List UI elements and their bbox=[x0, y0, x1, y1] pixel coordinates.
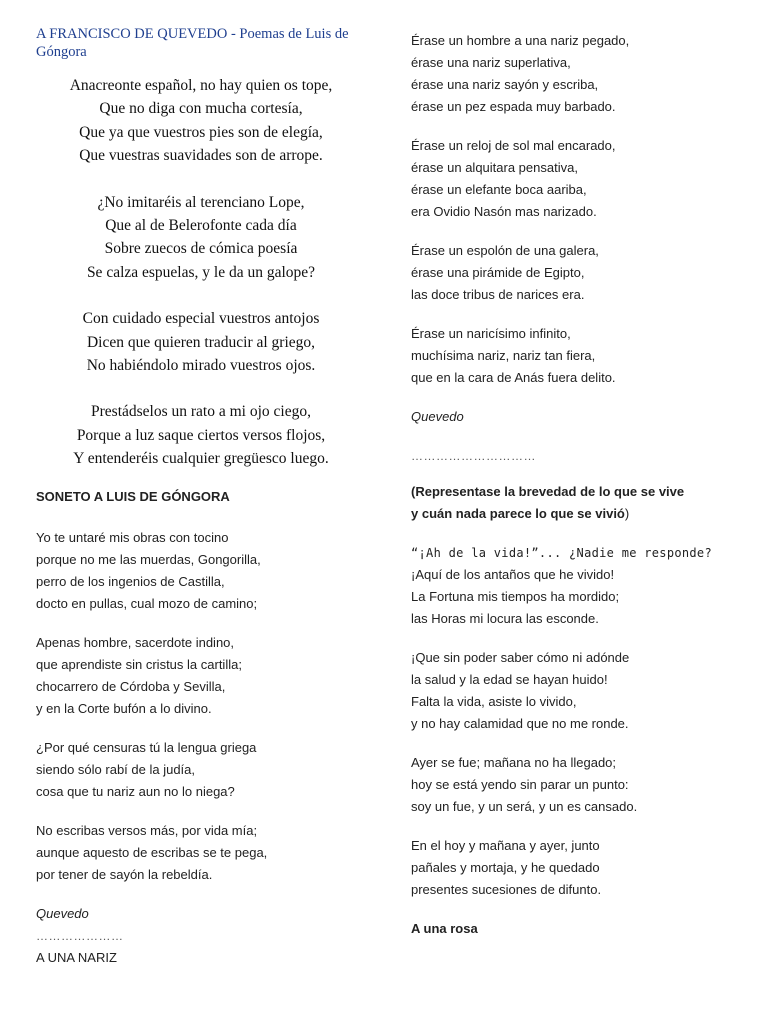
verse-line: perro de los ingenios de Castilla, bbox=[36, 574, 225, 589]
verse-line: Se calza espuelas, y le da un galope? bbox=[86, 263, 316, 281]
soneto-heading: SONETO A LUIS DE GÓNGORA bbox=[36, 489, 230, 504]
separator-dots: ………………… bbox=[36, 929, 124, 943]
verse-line: érase una nariz superlativa, bbox=[411, 55, 571, 70]
verse-line: Érase un hombre a una nariz pegado, bbox=[411, 33, 630, 48]
sans-stanza bbox=[411, 647, 712, 735]
verse-line: Que vuestras suavidades son de arrope. bbox=[79, 147, 323, 165]
heading-line-close: ) bbox=[624, 506, 630, 521]
verse-line: por tener de sayón la rebeldía. bbox=[36, 867, 213, 882]
verse-line: pañales y mortaja, y he quedado bbox=[411, 860, 600, 875]
heading-line bbox=[411, 503, 712, 525]
verse-line: ¿No imitaréis al terenciano Lope, bbox=[97, 193, 305, 211]
verse-line: En el hoy y mañana y ayer, junto bbox=[411, 838, 600, 853]
sans-stanza bbox=[411, 135, 629, 223]
sans-stanza bbox=[36, 527, 267, 615]
verse-line: ¿Por qué censuras tú la lengua griega bbox=[36, 740, 257, 755]
verse-line: No habiéndolo mirado vuestros ojos. bbox=[86, 357, 316, 375]
heading-line-bold: y cuán nada parece lo que se vivió bbox=[411, 506, 625, 521]
verse-line: ¡Que sin poder saber cómo ni adónde bbox=[411, 650, 630, 665]
serif-stanza bbox=[36, 400, 366, 470]
page-title-link[interactable]: A FRANCISCO DE QUEVEDO - Poemas de Luis de Góngora bbox=[36, 26, 349, 60]
sans-stanza bbox=[411, 240, 629, 306]
verse-line-first: “¡Ah de la vida!”... ¿Nadie me responde? bbox=[411, 546, 712, 560]
serif-stanza bbox=[36, 307, 366, 377]
quevedo-serif-poem bbox=[36, 74, 366, 494]
verse-line: Que ya que vuestros pies son de elegía, bbox=[79, 123, 323, 141]
verse-line: y no hay calamidad que no me ronde. bbox=[411, 716, 629, 731]
verse-line: Érase un naricísimo infinito, bbox=[411, 326, 571, 341]
verse-line: Ayer se fue; mañana no ha llegado; bbox=[411, 755, 617, 770]
verse-line: Yo te untaré mis obras con tocino bbox=[36, 530, 229, 545]
nariz-poem bbox=[411, 30, 629, 467]
verse-line: Sobre zuecos de cómica poesía bbox=[104, 240, 298, 258]
sans-stanza bbox=[36, 737, 267, 803]
verse-line: ¡Aquí de los antaños que he vivido! bbox=[411, 567, 615, 582]
verse-line: docto en pullas, cual mozo de camino; bbox=[36, 596, 258, 611]
verse-line: érase un pez espada muy barbado. bbox=[411, 99, 616, 114]
verse-line: que en la cara de Anás fuera delito. bbox=[411, 370, 616, 385]
verse-line: érase una nariz sayón y escriba, bbox=[411, 77, 599, 92]
brevedad-poem bbox=[411, 481, 712, 940]
verse-line: y en la Corte bufón a lo divino. bbox=[36, 701, 212, 716]
separator-dots: ………………………… bbox=[411, 449, 536, 463]
verse-line: las Horas mi locura las esconde. bbox=[411, 611, 599, 626]
verse-line: hoy se está yendo sin parar un punto: bbox=[411, 777, 629, 792]
author-signature: Quevedo bbox=[411, 409, 464, 424]
verse-line: Que al de Belerofonte cada día bbox=[105, 217, 297, 235]
verse-line: érase un elefante boca aariba, bbox=[411, 182, 587, 197]
verse-line: chocarrero de Córdoba y Sevilla, bbox=[36, 679, 226, 694]
brevedad-heading bbox=[411, 481, 712, 525]
verse-line: érase una pirámide de Egipto, bbox=[411, 265, 585, 280]
serif-stanza bbox=[36, 74, 366, 168]
soneto-poem bbox=[36, 527, 267, 969]
sans-stanza bbox=[36, 632, 267, 720]
verse-line: Que no diga con mucha cortesía, bbox=[99, 100, 303, 118]
verse-line: presentes sucesiones de difunto. bbox=[411, 882, 602, 897]
verse-line: Érase un reloj de sol mal encarado, bbox=[411, 138, 616, 153]
nariz-heading: A UNA NARIZ bbox=[36, 950, 117, 965]
verse-line: porque no me las muerdas, Gongorilla, bbox=[36, 552, 261, 567]
verse-line: Falta la vida, asiste lo vivido, bbox=[411, 694, 577, 709]
verse-line: Con cuidado especial vuestros antojos bbox=[82, 310, 320, 328]
verse-line: La Fortuna mis tiempos ha mordido; bbox=[411, 589, 620, 604]
serif-stanza bbox=[36, 191, 366, 285]
verse-line: No escribas versos más, por vida mía; bbox=[36, 823, 258, 838]
verse-line: las doce tribus de narices era. bbox=[411, 287, 585, 302]
verse-line: Anacreonte español, no hay quien os tope, bbox=[69, 77, 333, 94]
verse-line: Apenas hombre, sacerdote indino, bbox=[36, 635, 235, 650]
verse-line: érase un alquitara pensativa, bbox=[411, 160, 578, 175]
sans-stanza bbox=[411, 752, 712, 818]
sans-stanza bbox=[411, 542, 712, 630]
sans-stanza bbox=[411, 30, 629, 118]
verse-line: siendo sólo rabí de la judía, bbox=[36, 762, 195, 777]
verse-line: Érase un espolón de una galera, bbox=[411, 243, 599, 258]
verse-line: Porque a luz saque ciertos versos flojos, bbox=[76, 426, 326, 444]
verse-line: que aprendiste sin cristus la cartilla; bbox=[36, 657, 242, 672]
verse-line: muchísima nariz, nariz tan fiera, bbox=[411, 348, 596, 363]
verse-line: era Ovidio Nasón mas narizado. bbox=[411, 204, 597, 219]
sans-stanza bbox=[411, 835, 712, 901]
verse-line: la salud y la edad se hayan huido! bbox=[411, 672, 608, 687]
author-signature: Quevedo bbox=[36, 906, 89, 921]
heading-line: (Representase la brevedad de lo que se vive bbox=[411, 484, 685, 499]
verse-line: aunque aquesto de escribas se te pega, bbox=[36, 845, 268, 860]
verse-line: Dicen que quieren traducir al griego, bbox=[86, 333, 316, 351]
verse-line: Y entenderéis cualquier gregüesco luego. bbox=[73, 450, 329, 468]
verse-line: cosa que tu nariz aun no lo niega? bbox=[36, 784, 235, 799]
verse-line: soy un fue, y un será, y un es cansado. bbox=[411, 799, 638, 814]
sans-stanza bbox=[411, 323, 629, 389]
sans-stanza bbox=[36, 820, 267, 886]
verse-line: Prestádselos un rato a mi ojo ciego, bbox=[91, 403, 311, 421]
rosa-heading: A una rosa bbox=[411, 921, 478, 936]
